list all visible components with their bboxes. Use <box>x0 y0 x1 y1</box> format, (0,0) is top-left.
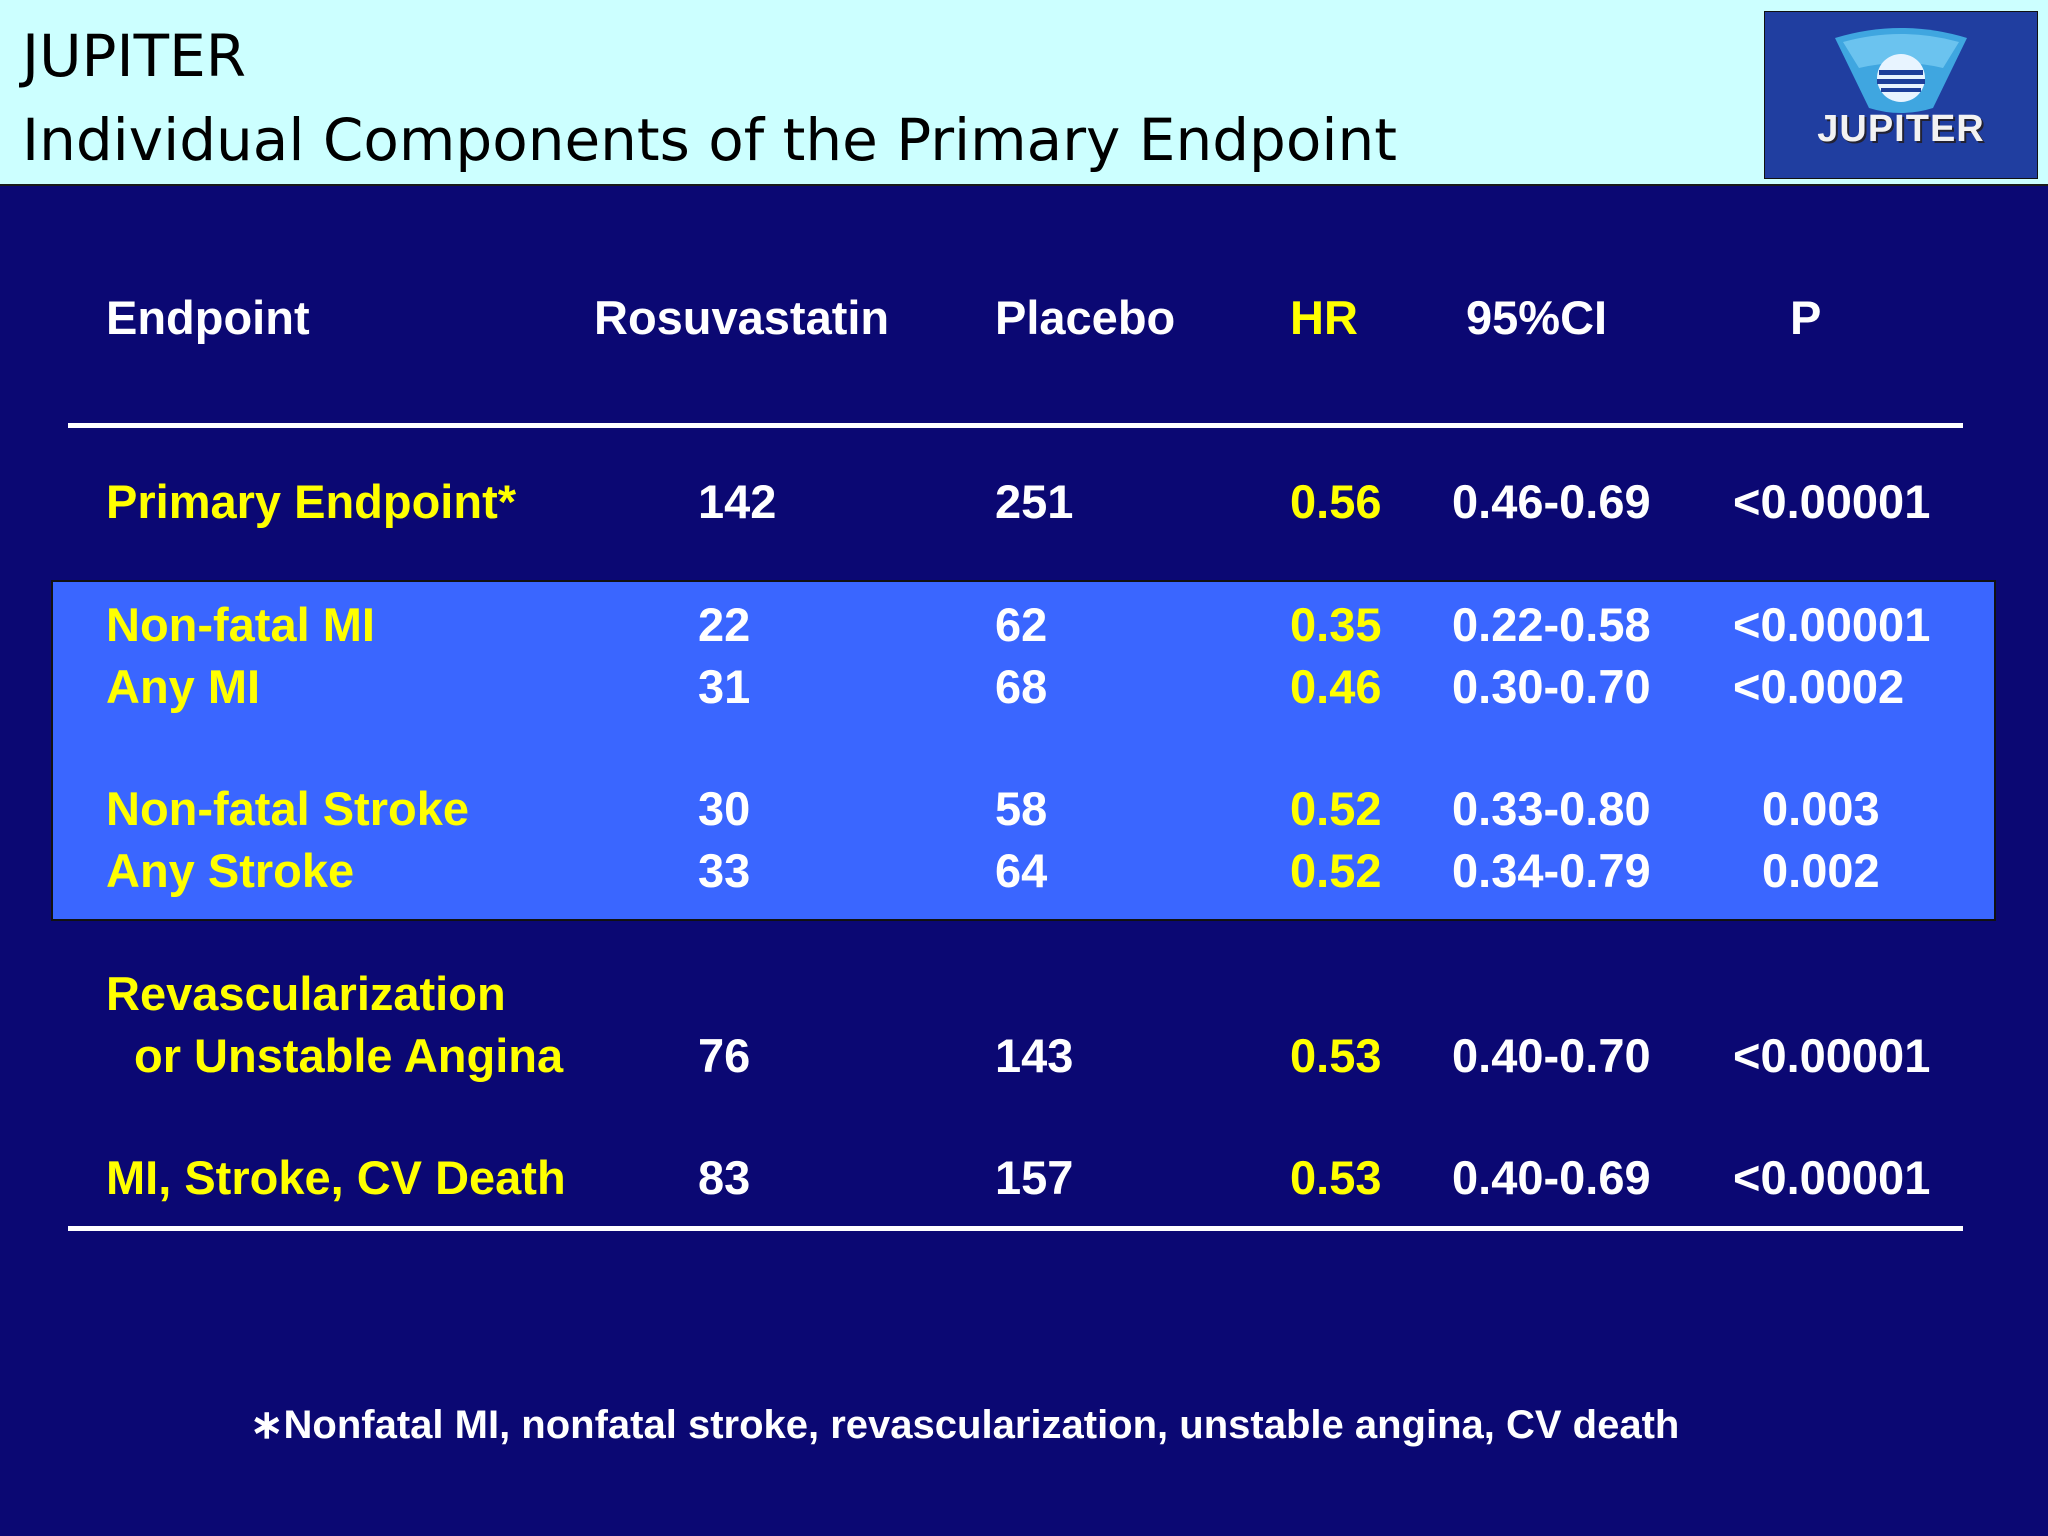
hr-value: 0.56 <box>1290 475 1382 528</box>
p-value: 0.002 <box>1762 844 1880 897</box>
logo-text: JUPITER <box>1817 108 1985 150</box>
endpoint-label: Revascularization <box>106 967 506 1020</box>
p-value: 0.003 <box>1762 782 1880 835</box>
hr-value: 0.46 <box>1290 660 1382 713</box>
footnote: ∗Nonfatal MI, nonfatal stroke, revascularization, unstable angina, CV death <box>250 1403 1680 1447</box>
placebo-value: 58 <box>995 782 1048 835</box>
p-value: <0.00001 <box>1733 598 1931 651</box>
hr-value: 0.52 <box>1290 782 1382 835</box>
column-header-rosuvastatin: Rosuvastatin <box>594 291 890 344</box>
placebo-value: 251 <box>995 475 1074 528</box>
endpoint-label: Any Stroke <box>106 844 355 897</box>
column-header-p: P <box>1790 291 1822 344</box>
placebo-value: 157 <box>995 1151 1074 1204</box>
ci-value: 0.40-0.70 <box>1452 1029 1651 1082</box>
rosuvastatin-value: 142 <box>698 475 777 528</box>
endpoint-label: MI, Stroke, CV Death <box>106 1151 566 1204</box>
ci-value: 0.46-0.69 <box>1452 475 1651 528</box>
planet-icon <box>1765 12 2037 178</box>
placebo-value: 62 <box>995 598 1048 651</box>
ci-value: 0.30-0.70 <box>1452 660 1651 713</box>
ci-value: 0.22-0.58 <box>1452 598 1651 651</box>
endpoint-label: Any MI <box>106 660 261 713</box>
placebo-value: 64 <box>995 844 1048 897</box>
rosuvastatin-value: 76 <box>698 1029 751 1082</box>
p-value: <0.00001 <box>1733 1151 1931 1204</box>
p-value: <0.00001 <box>1733 1029 1931 1082</box>
ci-value: 0.40-0.69 <box>1452 1151 1651 1204</box>
hr-value: 0.35 <box>1290 598 1382 651</box>
placebo-value: 143 <box>995 1029 1074 1082</box>
rosuvastatin-value: 30 <box>698 782 751 835</box>
ci-value: 0.34-0.79 <box>1452 844 1651 897</box>
column-header-ci: 95%CI <box>1466 291 1608 344</box>
rosuvastatin-value: 83 <box>698 1151 751 1204</box>
endpoint-label: Primary Endpoint* <box>106 475 517 528</box>
slide-header <box>0 0 2048 186</box>
endpoint-label: Non-fatal MI <box>106 598 375 651</box>
rosuvastatin-value: 33 <box>698 844 751 897</box>
hr-value: 0.53 <box>1290 1029 1382 1082</box>
table-bottom-rule <box>68 1226 1963 1231</box>
column-header-hr: HR <box>1290 291 1358 344</box>
p-value: <0.0002 <box>1733 660 1905 713</box>
table-top-rule <box>68 423 1963 428</box>
endpoint-label: Non-fatal Stroke <box>106 782 469 835</box>
hr-value: 0.53 <box>1290 1151 1382 1204</box>
endpoint-label-line2: or Unstable Angina <box>134 1029 564 1082</box>
placebo-value: 68 <box>995 660 1048 713</box>
rosuvastatin-value: 22 <box>698 598 751 651</box>
column-header-placebo: Placebo <box>995 291 1176 344</box>
jupiter-logo <box>1764 11 2038 179</box>
rosuvastatin-value: 31 <box>698 660 751 713</box>
slide-title: JUPITER <box>22 22 247 90</box>
ci-value: 0.33-0.80 <box>1452 782 1651 835</box>
slide-subtitle: Individual Components of the Primary Endpoint <box>22 106 1397 174</box>
p-value: <0.00001 <box>1733 475 1931 528</box>
hr-value: 0.52 <box>1290 844 1382 897</box>
column-header-endpoint: Endpoint <box>106 291 310 344</box>
